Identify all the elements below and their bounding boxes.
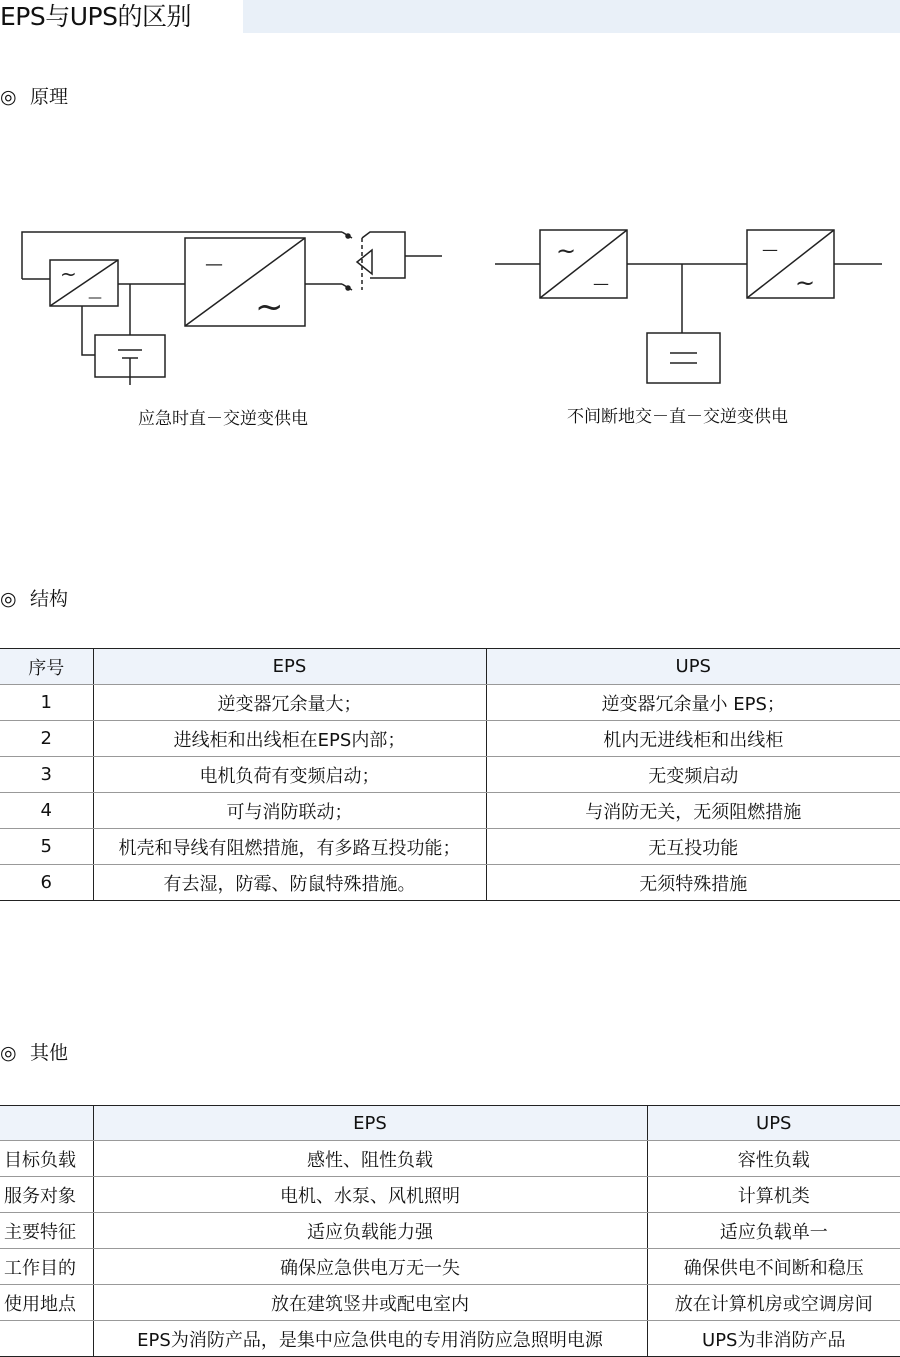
eps-charger-ac-symbol: ~ [60, 262, 77, 286]
section-label: 原理 [30, 86, 69, 108]
section-label: 其他 [30, 1042, 69, 1064]
row-label [0, 1321, 93, 1357]
eps-inverter-ac-symbol: ~ [255, 287, 284, 327]
eps-cell: 电机、水泵、风机照明 [93, 1177, 647, 1213]
eps-cell: 感性、阻性负载 [93, 1141, 647, 1177]
eps-switch-actuator-icon [357, 250, 372, 274]
table-row [0, 1321, 900, 1357]
other-table [0, 1105, 900, 1357]
eps-cell: 电机负荷有变频启动； [93, 757, 486, 793]
table-row [0, 1141, 900, 1177]
eps-inverter-dc-symbol: — [205, 254, 223, 275]
column-header-ups: UPS [647, 1106, 900, 1141]
section-bullet-icon: ◎ [0, 588, 17, 610]
eps-cell: 进线柜和出线柜在EPS内部； [93, 721, 486, 757]
row-label: 工作目的 [0, 1249, 93, 1285]
row-index: 3 [0, 757, 93, 793]
ups-cell: 无互投功能 [486, 829, 900, 865]
ups-cell: 无变频启动 [486, 757, 900, 793]
ups-cell: 机内无进线柜和出线柜 [486, 721, 900, 757]
ups-rectifier-ac-symbol: ~ [556, 237, 577, 265]
eps-cell: 适应负载能力强 [93, 1213, 647, 1249]
section-heading-principle [0, 82, 68, 109]
ups-cell: 容性负载 [647, 1141, 900, 1177]
table-header-row [0, 1106, 900, 1141]
ups-rectifier-diagonal [540, 230, 627, 298]
column-header-ups: UPS [486, 649, 900, 685]
page-title: EPS与UPS的区别 [0, 2, 191, 31]
eps-circuit-diagram [0, 220, 460, 395]
title-bar [0, 0, 900, 33]
table-row [0, 793, 900, 829]
ups-cell: 放在计算机房或空调房间 [647, 1285, 900, 1321]
eps-cell: EPS为消防产品，是集中应急供电的专用消防应急照明电源 [93, 1321, 647, 1357]
eps-cell: 可与消防联动； [93, 793, 486, 829]
row-label: 使用地点 [0, 1285, 93, 1321]
ups-inverter-diagonal [747, 230, 834, 298]
column-header-eps: EPS [93, 649, 486, 685]
row-label: 主要特征 [0, 1213, 93, 1249]
row-index: 2 [0, 721, 93, 757]
table-row [0, 757, 900, 793]
section-bullet-icon: ◎ [0, 86, 17, 108]
ups-diagram-caption: 不间断地交－直－交逆变供电 [567, 407, 788, 427]
eps-cell: 机壳和导线有阻燃措施，有多路互投功能； [93, 829, 486, 865]
ups-cell: 确保供电不间断和稳压 [647, 1249, 900, 1285]
section-heading-other [0, 1038, 68, 1065]
eps-cell: 确保应急供电万无一失 [93, 1249, 647, 1285]
row-index: 4 [0, 793, 93, 829]
ups-cell: 逆变器冗余量小 EPS； [486, 685, 900, 721]
eps-inverter-diagonal [185, 238, 305, 326]
table-row [0, 1213, 900, 1249]
column-header-eps: EPS [93, 1106, 647, 1141]
ups-cell: 计算机类 [647, 1177, 900, 1213]
row-index: 5 [0, 829, 93, 865]
eps-switch-node-upper [346, 234, 350, 238]
ups-inverter-ac-symbol: ~ [795, 269, 816, 297]
section-heading-structure [0, 584, 68, 611]
ups-cell: 无须特殊措施 [486, 865, 900, 901]
row-label: 服务对象 [0, 1177, 93, 1213]
eps-cell: 逆变器冗余量大； [93, 685, 486, 721]
section-bullet-icon: ◎ [0, 1042, 17, 1064]
ups-inverter-dc-symbol: — [762, 240, 778, 259]
table-row [0, 721, 900, 757]
eps-charger-dc-symbol: — [88, 290, 102, 306]
section-label: 结构 [30, 588, 69, 610]
table-row [0, 829, 900, 865]
row-label: 目标负载 [0, 1141, 93, 1177]
table-header-row [0, 649, 900, 685]
ups-cell: 与消防无关，无须阻燃措施 [486, 793, 900, 829]
row-index: 1 [0, 685, 93, 721]
title-bar-fill [243, 0, 900, 33]
eps-charger-battery-line [82, 306, 95, 355]
structure-table [0, 648, 900, 901]
eps-cell: 放在建筑竖井或配电室内 [93, 1285, 647, 1321]
column-header-blank [0, 1106, 93, 1141]
eps-diagram-caption: 应急时直－交逆变供电 [138, 409, 308, 429]
table-row [0, 1177, 900, 1213]
eps-cell: 有去湿，防霉、防鼠特殊措施。 [93, 865, 486, 901]
ups-rectifier-dc-symbol: — [593, 274, 609, 293]
table-row [0, 865, 900, 901]
ups-cell: 适应负载单一 [647, 1213, 900, 1249]
table-row [0, 1285, 900, 1321]
ups-cell: UPS为非消防产品 [647, 1321, 900, 1357]
eps-switch-node-lower [346, 286, 350, 290]
table-row [0, 1249, 900, 1285]
row-index: 6 [0, 865, 93, 901]
ups-circuit-diagram [490, 225, 890, 395]
table-row [0, 685, 900, 721]
ups-battery-box [647, 333, 720, 383]
column-header-index: 序号 [0, 649, 93, 685]
